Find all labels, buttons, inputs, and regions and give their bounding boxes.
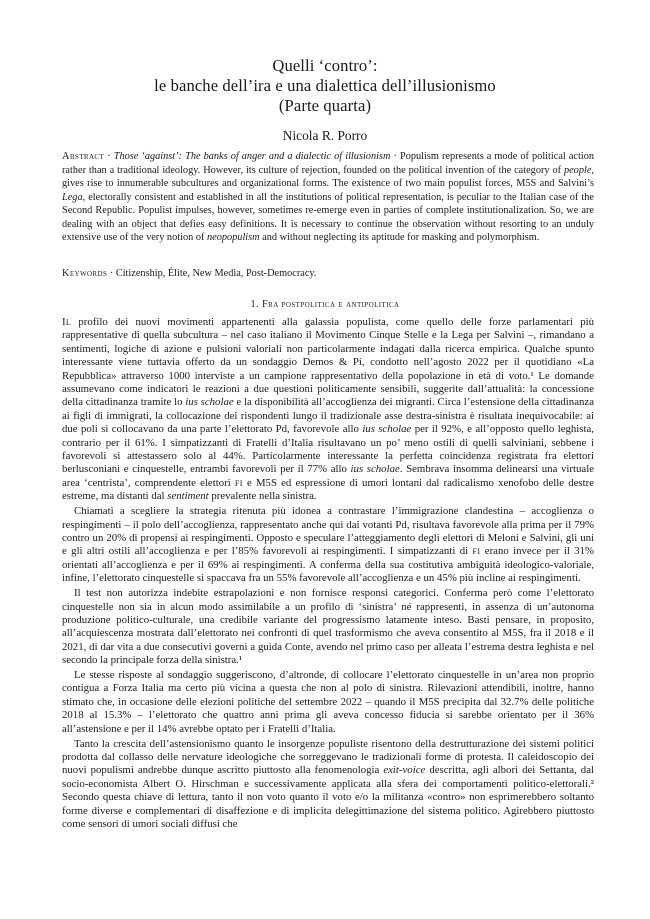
- term-ius-scholae: ius scholae: [350, 463, 400, 476]
- paragraph-1-text-d: . Sembrava insomma delinearsi una virtuale area ‘centrista’, comprendente elettori: [62, 463, 594, 489]
- abstract-english-title: Those ‘against’: The banks of anger and a dialectic of illusionism: [113, 151, 391, 162]
- paragraph-5-text-a: Tanto la crescita dell’astensionismo quanto le insorgenze populiste risentono della destrutturazione dei sistemi politici prodotta dal collasso delle nervature ideologiche che sorreggevano le tradizionali forme di protesta. Il caleidoscopio dei nuovi populismi andrebbe dunque ascritto piuttosto alla fenomenologia: [62, 737, 594, 777]
- paragraph-1-text-b: e la disponibilità all’accoglienza dei migranti. Circa l’estensione della cittadinanza ai figli di immigrati, la collocazione dei rispondenti lungo il tradizionale asse destra-sinistra è risultata inequivocabile: ai due poli si collocavano da una parte l’elettorato Pd, favorevole allo: [62, 396, 594, 436]
- keywords-text: · Citizenship, Élite, New Media, Post-Democracy.: [107, 268, 317, 279]
- title-line-1: Quelli ‘contro’:: [272, 56, 378, 75]
- abstract-term-people: people: [563, 164, 592, 176]
- paragraph-2: [62, 505, 594, 585]
- abstract-label: Abstract: [62, 151, 105, 162]
- abstract-term-lega: Lega: [62, 191, 83, 203]
- abstract-text-3: , electorally consistent and established in all the institutions of political representation, is peculiar to the Italian case of the Second Republic. Populist impulses, however, sometimes re-emerge even in parties of complete institutionalization. So, we are dealing with an object that defies easy definitions. It is necessary to continue the observation without resorting to an unduly extensive use of the very notion of: [62, 191, 594, 243]
- title-line-3: (Parte quarta): [278, 96, 372, 115]
- keywords: [62, 267, 594, 281]
- abstract-text-1: · Populism represents a mode of political action rather than a traditional ideology. However, its culture of rejection, founded on the political invention of the category of: [62, 151, 594, 176]
- term-sentiment: sentiment: [167, 490, 209, 503]
- paragraph-3: Il test non autorizza indebite estrapolazioni e non fornisce responsi categorici. Conferma però come l’elettorato cinquestelle non sia in alcun modo assimilabile a un profilo di ‘sinistra’ né rappresenti, in assenza di un’autonoma produzione politico-culturale, una credibile variante del progressismo latamente inteso. Basti pensare, in proposito, all’acquiescenza mostrata dall’elettorato nei confronti di quel trasformismo che aveva consentito al M5S, fra il 2018 e il 2021, di dar vita a due consecutivi governi a guida Conte, avendo nel primo caso per alleata l’estrema destra leghista e nel secondo la principale forza della sinistra.¹: [62, 587, 594, 667]
- paragraph-1-text-a: profilo dei nuovi movimenti appartenenti alla galassia populista, come quello delle forze parlamentari più rappresentative di quella subcultura – nel caso italiano il Movimento Cinque Stelle e la Lega per Salvini –, rimandano a sentimenti, logiche di azione e pulsioni valoriali non particolarmente indagati dalla ricerca empirica. Qualche spunto interessante viene tuttavia offerto da un sondaggio Demos & Pi, condotto nell’agosto 2022 per il quotidiano «La Repubblica» attraverso 1000 interviste a un campione rappresentativo della popolazione in età di voto.¹ Le domande assumevano come indicatori le reazioni a due questioni politicamente sensibili, suggerite dall’attualità: la concessione della cittadinanza tramite lo: [62, 316, 594, 409]
- acronym-fi: fi: [234, 476, 243, 489]
- paragraph-5: [62, 738, 594, 832]
- title-line-2: le banche dell’ira e una dialettica dell’illusionismo: [154, 76, 496, 95]
- abstract-text-2: , gives rise to innumerable subcultures and organizational forms. The existence of two main populist forces, M5S and Salvini’s: [62, 164, 594, 189]
- paragraph-5-text-b: descritta, agli albori dei Settanta, dal socio-economista Albert O. Hirschman e successivamente applicata alla sfera dei comportamenti politico-elettorali.² Secondo questa chiave di lettura, tanto il non voto quanto il voto e/o la militanza «contro» non esprimerebbero soltanto forme diverse e complementari di disaffezione e di implicita delegittimazione del sistema politico. Agirebbero piuttosto come sensori di umori sociali diffusi che: [62, 764, 594, 831]
- paragraph-1: [62, 316, 594, 504]
- paragraph-1-text-f: prevalente nella sinistra.: [208, 490, 317, 503]
- paragraph-2-text-a: Chiamati a scegliere la strategia ritenuta più idonea a contrastare l’immigrazione clandestina – accoglienza o respingimenti – il polo dell’accoglienza, rappresentato anche qui dai votanti Pd, risultava favorevole alla prima per il 79% contro un 20% di propensi ai respingimenti. Opposto e speculare l’atteggiamento degli elettori di Meloni e Salvini, gli uni e gli altri ostili all’accoglienza e per l’85% favorevoli ai respingimenti. I simpatizzanti di: [62, 505, 594, 558]
- body-text: [62, 316, 594, 831]
- abstract-separator: ·: [104, 151, 114, 162]
- acronym-fi: fi: [472, 545, 481, 558]
- paragraph-1-opening: Il: [62, 316, 72, 328]
- term-ius-scholae: ius scholae: [185, 396, 234, 409]
- abstract-term-neopopulism: neopopulism: [206, 232, 260, 243]
- term-exit-voice: exit-voice: [383, 764, 426, 777]
- abstract-text-4: and without neglecting its aptitude for masking and polymorphism.: [259, 232, 540, 243]
- paragraph-4: Le stesse risposte al sondaggio suggeriscono, d’altronde, di collocare l’elettorato cinquestelle in un’area non proprio contigua a Forza Italia ma certo più vicina a questa che non al polo di sinistra. Rilevazioni attendibili, inoltre, hanno stimato che, in occasione delle elezioni politiche del settembre 2022 – quando il M5S precipita dal 32.7% delle politiche 2018 al 15.3% – l’elettorato che quattro anni prima gli aveva concesso fiducia si sarebbe orientato per il 36% all’astensione e per il 14% avrebbe optato per i Fratelli d’Italia.: [62, 669, 594, 735]
- keywords-label: Keywords: [62, 268, 108, 279]
- section-heading: 1. Fra postpolitica e antipolitica: [250, 299, 400, 310]
- paragraph-2-text-b: erano invece per il 31% orientati all’accoglienza e per il 69% ai respingimenti. A conferma della sua costitutiva ambiguità ideologico-valoriale, infine, l’elettorato cinquestelle si spaccava fra un 55% favorevole all’accoglienza e un 45% più incline ai respingimenti.: [62, 545, 594, 585]
- title-block: [0, 56, 650, 144]
- abstract: [62, 150, 594, 245]
- paragraph-1-text-e: e M5S ed espressione di umori lontani dal radicalismo xenofobo delle destre estreme, ma distanti dal: [62, 476, 594, 503]
- author-name: Nicola R. Porro: [282, 128, 368, 143]
- term-ius-scholae: ius scholae: [362, 423, 412, 436]
- paragraph-1-text-c: per il 92%, e all’opposto quello leghista, contrario per il 61%. I simpatizzanti di Fratelli d’Italia risultavano un po’ meno ostili di quelli salviniani, sebbene i favorevoli si attestassero solo al 44%. Particolarmente interessante la perfetta coincidenza registrata fra elettori berlusconiani e cinquestelle, entrambi favorevoli per il 77% allo: [62, 423, 595, 476]
